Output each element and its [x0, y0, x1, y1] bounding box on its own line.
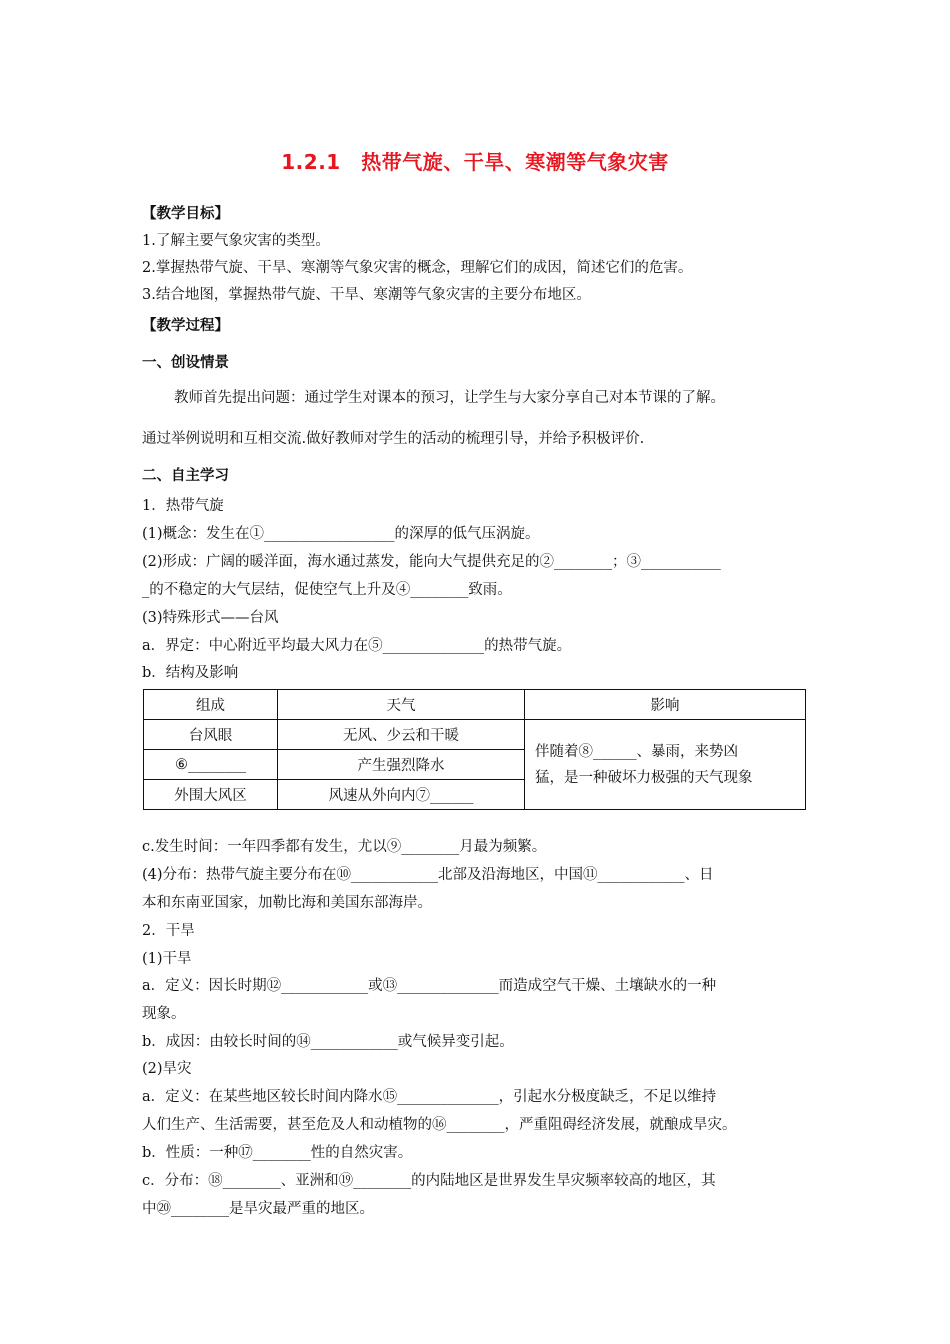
table-cell: 外围大风区 — [144, 780, 278, 810]
document-title: 1.2.1 热带气旋、干旱、寒潮等气象灾害 — [281, 150, 669, 174]
process-heading: 【教学过程】 — [142, 318, 229, 334]
table-header: 影响 — [525, 690, 806, 720]
text-line: (1)干旱 — [142, 951, 192, 967]
text-line: b．性质：一种⑰________性的自然灾害。 — [142, 1145, 413, 1161]
text-line: _的不稳定的大气层结，促使空气上升及④________致雨。 — [142, 582, 512, 598]
effect-line: 猛，是一种破坏力极强的天气现象 — [535, 769, 753, 786]
text-line: (2)形成：广阔的暖洋面，海水通过蒸发，能向大气提供充足的②________；③___________ — [142, 554, 721, 570]
text-line: c．分布：⑱________、亚洲和⑲________的内陆地区是世界发生旱灾频率较高的地区，其 — [142, 1173, 716, 1189]
text-line: a．定义：在某些地区较长时间内降水⑮______________，引起水分极度缺乏，不足以维持 — [142, 1089, 717, 1105]
text-line: (4)分布：热带气旋主要分布在⑩____________北部及沿海地区，中国⑪____________、日 — [142, 867, 714, 883]
table-header: 组成 — [144, 690, 278, 720]
text-line: a．界定：中心附近平均最大风力在⑤______________的热带气旋。 — [142, 638, 572, 654]
goals-heading: 【教学目标】 — [142, 206, 229, 222]
text-line: 中⑳________是旱灾最严重的地区。 — [142, 1201, 374, 1217]
table-row — [144, 720, 806, 750]
effect-line: 伴随着⑧______、暴雨，来势凶 — [535, 743, 738, 760]
text-line: b．成因：由较长时间的⑭____________或气候异变引起。 — [142, 1034, 514, 1050]
paragraph: 教师首先提出问题：通过学生对课本的预习，让学生与大家分享自己对本节课的了解。 — [174, 390, 725, 406]
text-line: 人们生产、生活需要，甚至危及人和动植物的⑯________，严重阻碍经济发展，就酿成旱灾。 — [142, 1117, 737, 1133]
text-line: c.发生时间：一年四季都有发生，尤以⑨________月最为频繁。 — [142, 839, 547, 855]
text-line: a．定义：因长时期⑫____________或⑬______________而造成空气干燥、土壤缺水的一种 — [142, 978, 717, 994]
section-heading: 一、创设情景 — [142, 355, 229, 371]
typhoon-structure-table — [143, 689, 806, 810]
table-header: 天气 — [278, 690, 525, 720]
section-heading: 二、自主学习 — [142, 468, 229, 484]
text-line: (3)特殊形式——台风 — [142, 610, 279, 626]
text-line: 1．热带气旋 — [142, 498, 224, 514]
table-cell: 风速从外向内⑦______ — [278, 780, 525, 810]
table-header-row — [144, 690, 806, 720]
goal-item: 2.掌握热带气旋、干旱、寒潮等气象灾害的概念，理解它们的成因，简述它们的危害。 — [142, 260, 693, 276]
paragraph: 通过举例说明和互相交流.做好教师对学生的活动的梳理引导，并给予积极评价. — [142, 431, 645, 447]
text-line: (2)旱灾 — [142, 1061, 192, 1077]
text-line: 2．干旱 — [142, 923, 195, 939]
text-line: (1)概念：发生在①__________________的深厚的低气压涡旋。 — [142, 526, 540, 542]
text-line: b．结构及影响 — [142, 665, 239, 681]
table-cell: 台风眼 — [144, 720, 278, 750]
effect-cell — [525, 720, 806, 810]
goal-item: 1.了解主要气象灾害的类型。 — [142, 233, 330, 249]
text-line: 本和东南亚国家，加勒比海和美国东部海岸。 — [142, 895, 432, 911]
text-line: 现象。 — [142, 1006, 186, 1022]
table-cell: 产生强烈降水 — [278, 750, 525, 780]
table-cell: ⑥________ — [144, 750, 278, 780]
goal-item: 3.结合地图，掌握热带气旋、干旱、寒潮等气象灾害的主要分布地区。 — [142, 287, 591, 303]
table-cell: 无风、少云和干暖 — [278, 720, 525, 750]
